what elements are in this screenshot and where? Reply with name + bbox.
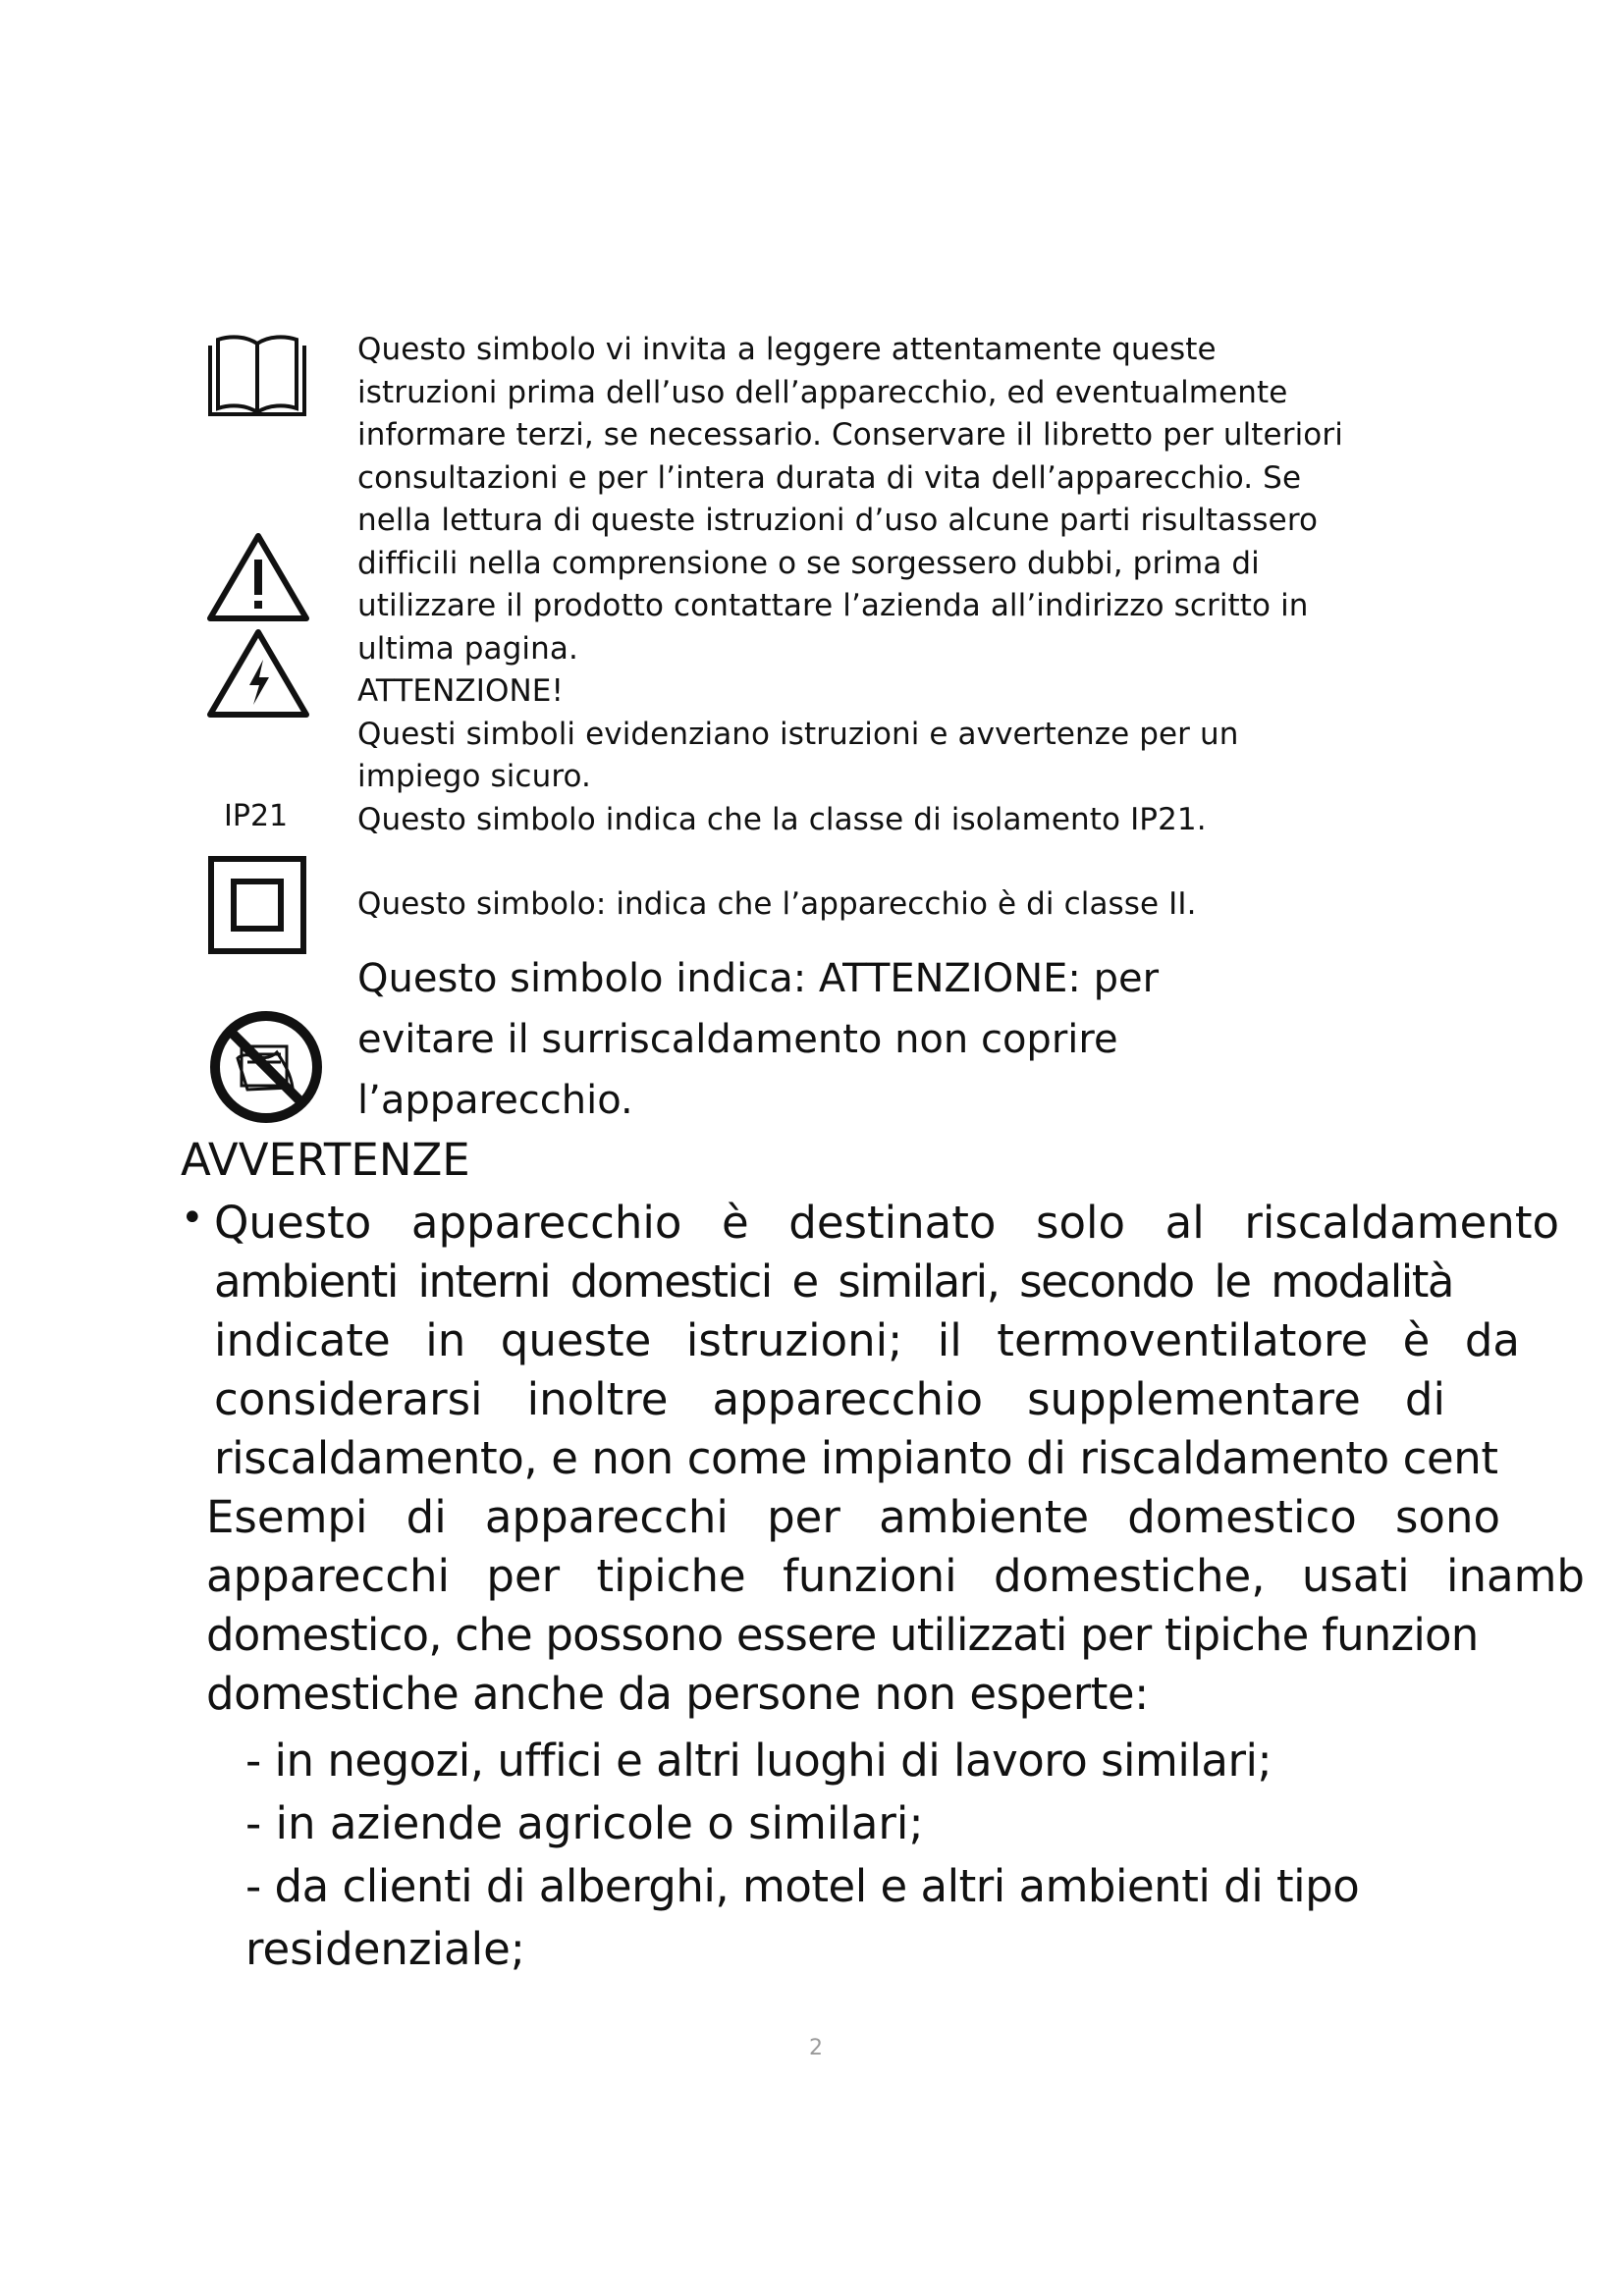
text-line: considerarsi inoltre apparecchio supplementare di xyxy=(214,1373,1445,1425)
bullet-symbol: • xyxy=(181,1196,204,1241)
text-line: impiego sicuro. xyxy=(357,759,591,794)
text-line: ultima pagina. xyxy=(357,630,578,667)
examples-list xyxy=(245,1730,1359,1981)
book-manual-icon xyxy=(204,332,310,420)
text-line: l’apparecchio. xyxy=(357,1078,633,1123)
text-line: apparecchi per tipiche funzioni domestiche, usati inamb xyxy=(206,1550,1585,1602)
text-line: indicate in queste istruzioni; il termoventilatore è da xyxy=(214,1314,1520,1366)
text-line: domestiche anche da persone non esperte: xyxy=(206,1668,1149,1720)
class-ii-description: Questo simbolo: indica che l’apparecchio è di classe II. xyxy=(357,886,1197,922)
list-item: - in aziende agricole o similari; xyxy=(245,1797,924,1849)
text-line: istruzioni prima dell’uso dell’apparecchio, ed eventualmente xyxy=(357,374,1288,410)
text-line: domestico, che possono essere utilizzati per tipiche funzion xyxy=(206,1609,1479,1661)
examples-paragraph xyxy=(206,1488,1585,1724)
text-line: Questo simbolo indica: ATTENZIONE: per xyxy=(357,956,1160,1001)
text-line: Questi simboli evidenziano istruzioni e avvertenze per un xyxy=(357,716,1239,752)
text-line: Questo apparecchio è destinato solo al riscaldamento xyxy=(214,1197,1559,1249)
text-line: difficili nella comprensione o se sorgessero dubbi, prima di xyxy=(357,545,1260,581)
list-item: residenziale; xyxy=(245,1923,525,1975)
text-line: riscaldamento, e non come impianto di riscaldamento cent xyxy=(214,1432,1498,1484)
do-not-cover-icon xyxy=(208,1009,324,1125)
bullet-paragraph xyxy=(214,1194,1563,1488)
list-item: - in negozi, uffici e altri luoghi di lavoro similari; xyxy=(245,1735,1272,1787)
text-line: evitare il surriscaldamento non coprire xyxy=(357,1017,1118,1062)
ip21-label: IP21 xyxy=(224,799,289,833)
page-number: 2 xyxy=(809,2036,823,2060)
text-line: ambienti interni domestici e similari, secondo le modalità xyxy=(214,1255,1453,1308)
text-line: utilizzare il prodotto contattare l’azienda all’indirizzo scritto in xyxy=(357,588,1309,623)
electric-shock-icon xyxy=(204,626,312,721)
cover-warning-description xyxy=(357,948,1159,1131)
text-line: Esempi di apparecchi per ambiente domestico sono xyxy=(206,1491,1500,1543)
list-item: - da clienti di alberghi, motel e altri ambienti di tipo xyxy=(245,1860,1360,1912)
text-line: informare terzi, se necessario. Conservare il libretto per ulteriori xyxy=(357,417,1343,453)
attention-title: ATTENZIONE! xyxy=(357,673,564,709)
ip21-description: Questo simbolo indica che la classe di isolamento IP21. xyxy=(357,801,1207,837)
warnings-heading: AVVERTENZE xyxy=(181,1134,470,1186)
warning-triangle-icon xyxy=(204,530,312,624)
text-line: nella lettura di queste istruzioni d’uso alcune parti risultassero xyxy=(357,503,1319,538)
text-line: Questo simbolo vi invita a leggere attentamente queste xyxy=(357,332,1217,367)
class-ii-icon xyxy=(208,856,306,954)
text-line: consultazioni e per l’intera durata di vita dell’apparecchio. Se xyxy=(357,459,1302,496)
manual-symbol-description xyxy=(357,329,1343,841)
